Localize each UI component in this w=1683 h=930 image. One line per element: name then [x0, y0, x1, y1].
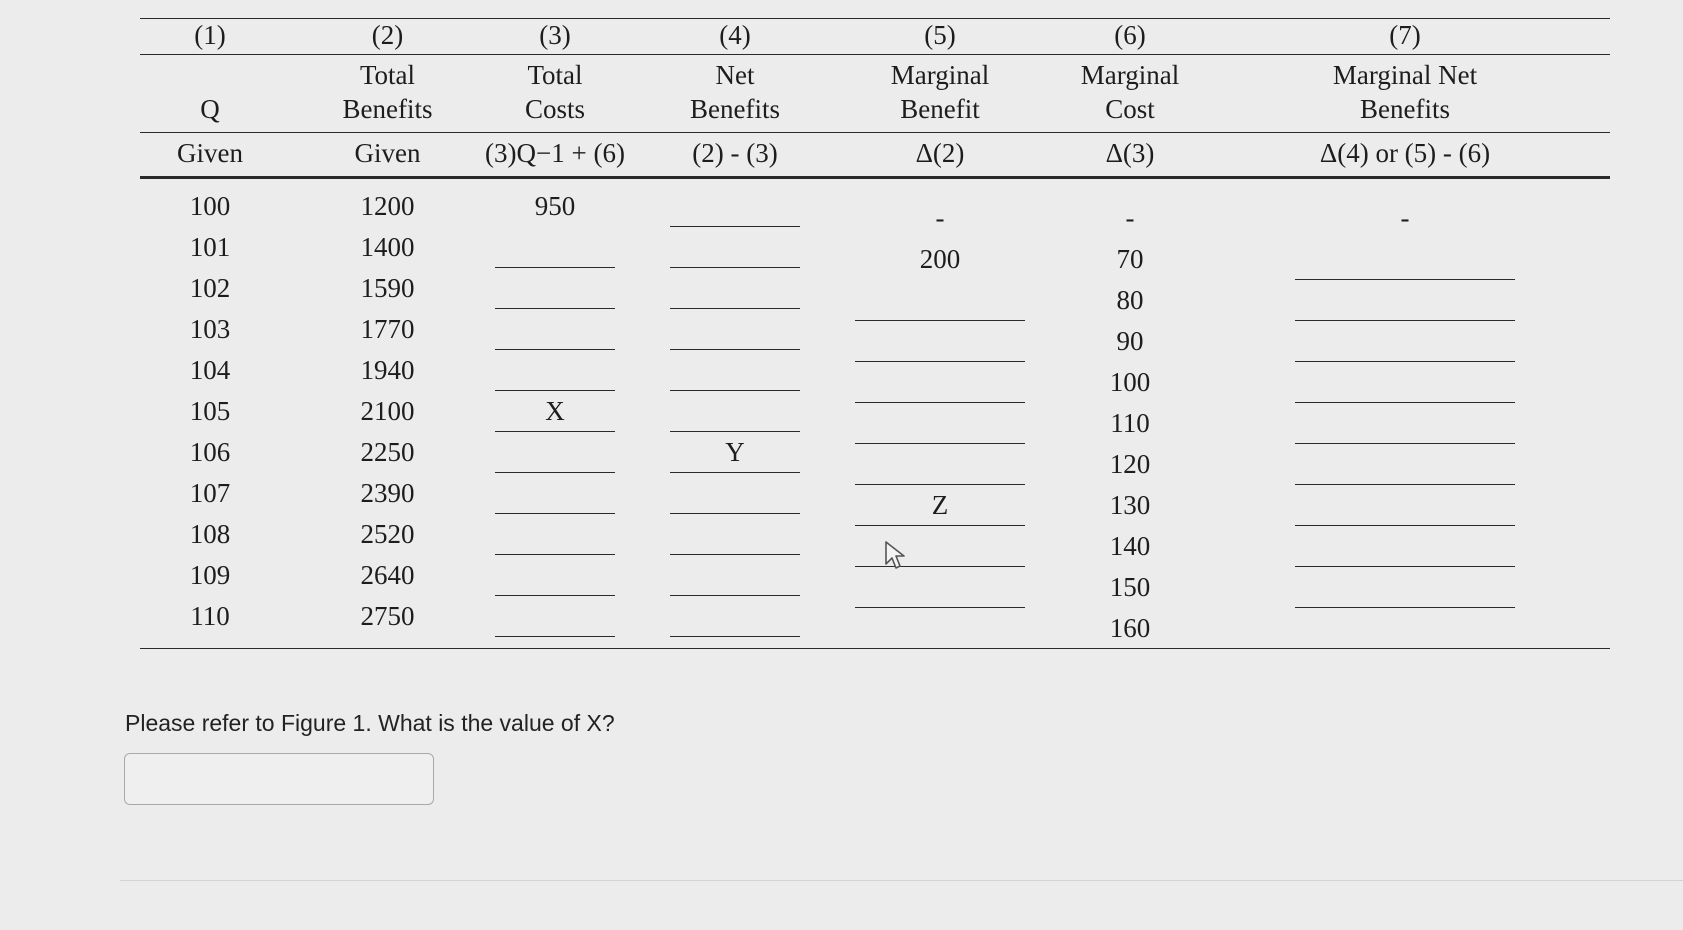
- table-cell: 106: [189, 437, 231, 467]
- table-cell: 104: [189, 355, 231, 385]
- answer-blank-line: [855, 484, 1025, 485]
- answer-blank-line: [495, 636, 615, 637]
- table-cell: 2250: [360, 437, 415, 467]
- column-formula: Δ(4) or (5) - (6): [1319, 138, 1491, 168]
- header-rule-1: [140, 54, 1610, 55]
- column-formula: (3)Q−1 + (6): [485, 138, 625, 168]
- answer-blank-line: [495, 472, 615, 473]
- table-cell: 102: [189, 273, 231, 303]
- answer-blank-line: [495, 390, 615, 391]
- answer-blank-line: [855, 607, 1025, 608]
- answer-blank-line: [495, 267, 615, 268]
- answer-blank-line: [670, 513, 800, 514]
- column-title: Costs: [524, 94, 586, 124]
- table-cell: X: [545, 396, 565, 426]
- answer-blank-line: [855, 320, 1025, 321]
- table-cell: 1770: [360, 314, 415, 344]
- answer-blank-line: [1295, 607, 1515, 608]
- table-cell: 2100: [360, 396, 415, 426]
- column-title: Q: [200, 94, 220, 124]
- table-cell: 110: [1110, 408, 1150, 438]
- table-cell: 100: [189, 191, 231, 221]
- table-bottom-rule: [140, 648, 1610, 649]
- answer-blank-line: [1295, 402, 1515, 403]
- table-cell: 2750: [360, 601, 415, 631]
- column-number: (6): [1114, 20, 1146, 50]
- answer-blank-line: [495, 513, 615, 514]
- mouse-pointer-icon: [884, 540, 910, 570]
- divider: [120, 880, 1683, 881]
- table-cell: 103: [189, 314, 231, 344]
- table-cell: 2640: [360, 560, 415, 590]
- table-cell: 105: [189, 396, 231, 426]
- answer-blank-line: [1295, 443, 1515, 444]
- answer-blank-line: [855, 566, 1025, 567]
- column-title: Cost: [1105, 94, 1155, 124]
- column-title: Marginal Net: [1332, 60, 1478, 90]
- answer-blank-line: [670, 554, 800, 555]
- table-cell: 1200: [360, 191, 415, 221]
- table-cell: 950: [534, 191, 576, 221]
- table-cell: 108: [189, 519, 231, 549]
- column-number: (3): [539, 20, 571, 50]
- answer-blank-line: [855, 443, 1025, 444]
- table-cell: 70: [1116, 244, 1144, 274]
- answer-blank-line: [495, 431, 615, 432]
- answer-blank-line: [1295, 484, 1515, 485]
- answer-blank-line: [1295, 361, 1515, 362]
- column-formula: (2) - (3): [692, 138, 778, 168]
- answer-blank-line: [670, 595, 800, 596]
- column-number: (4): [719, 20, 751, 50]
- answer-blank-line: [495, 308, 615, 309]
- table-cell: 2390: [360, 478, 415, 508]
- answer-blank-line: [670, 472, 800, 473]
- table-cell: 1400: [360, 232, 415, 262]
- column-title: Marginal: [890, 60, 990, 90]
- answer-blank-line: [670, 390, 800, 391]
- table-cell: Z: [931, 490, 949, 520]
- answer-blank-line: [495, 349, 615, 350]
- table-cell: 2520: [360, 519, 415, 549]
- answer-blank-line: [1295, 279, 1515, 280]
- header-rule-2: [140, 132, 1610, 133]
- column-title: Benefits: [1360, 94, 1450, 124]
- table-cell: 107: [189, 478, 231, 508]
- column-title: Benefits: [690, 94, 780, 124]
- column-number: (1): [194, 20, 226, 50]
- answer-blank-line: [855, 361, 1025, 362]
- answer-blank-line: [670, 431, 800, 432]
- column-number: (7): [1389, 20, 1421, 50]
- answer-blank-line: [1295, 320, 1515, 321]
- table-cell: 200: [919, 244, 961, 274]
- answer-blank-line: [1295, 525, 1515, 526]
- table-cell: Y: [725, 437, 745, 467]
- column-formula: Δ(2): [915, 138, 965, 168]
- column-number: (5): [924, 20, 956, 50]
- answer-blank-line: [855, 525, 1025, 526]
- table-cell: 160: [1109, 613, 1151, 643]
- answer-blank-line: [670, 636, 800, 637]
- question-prompt: Please refer to Figure 1. What is the value of X?: [125, 710, 615, 736]
- answer-blank-line: [495, 595, 615, 596]
- answer-blank-line: [670, 308, 800, 309]
- figure-1-table: [140, 18, 1610, 658]
- table-cell: 1940: [360, 355, 415, 385]
- answer-blank-line: [670, 349, 800, 350]
- table-cell: 80: [1116, 285, 1144, 315]
- table-cell: 1590: [360, 273, 415, 303]
- table-cell: 110: [190, 601, 230, 631]
- answer-blank-line: [495, 554, 615, 555]
- column-title: Net: [715, 60, 755, 90]
- table-cell: 130: [1109, 490, 1151, 520]
- table-cell: 109: [189, 560, 231, 590]
- table-cell: 90: [1116, 326, 1144, 356]
- table-cell: 120: [1109, 449, 1151, 479]
- answer-blank-line: [670, 267, 800, 268]
- column-title: Marginal: [1080, 60, 1180, 90]
- table-cell: 101: [189, 232, 231, 262]
- column-formula: Given: [177, 138, 243, 168]
- answer-blank-line: [855, 402, 1025, 403]
- column-title: Benefits: [342, 94, 433, 124]
- header-bottom-rule: [140, 176, 1610, 179]
- column-number: (2): [371, 20, 404, 50]
- table-cell: -: [935, 203, 945, 233]
- column-formula: Given: [354, 138, 421, 168]
- column-title: Total: [527, 60, 583, 90]
- table-cell: 150: [1109, 572, 1151, 602]
- column-title: Total: [359, 60, 416, 90]
- answer-blank-line: [1295, 566, 1515, 567]
- answer-input[interactable]: [124, 753, 434, 805]
- column-title: Benefit: [900, 94, 980, 124]
- column-formula: Δ(3): [1105, 138, 1155, 168]
- table-cell: 140: [1109, 531, 1151, 561]
- table-cell: 100: [1109, 367, 1151, 397]
- answer-blank-line: [670, 226, 800, 227]
- table-cell: -: [1400, 203, 1410, 233]
- table-cell: -: [1125, 203, 1135, 233]
